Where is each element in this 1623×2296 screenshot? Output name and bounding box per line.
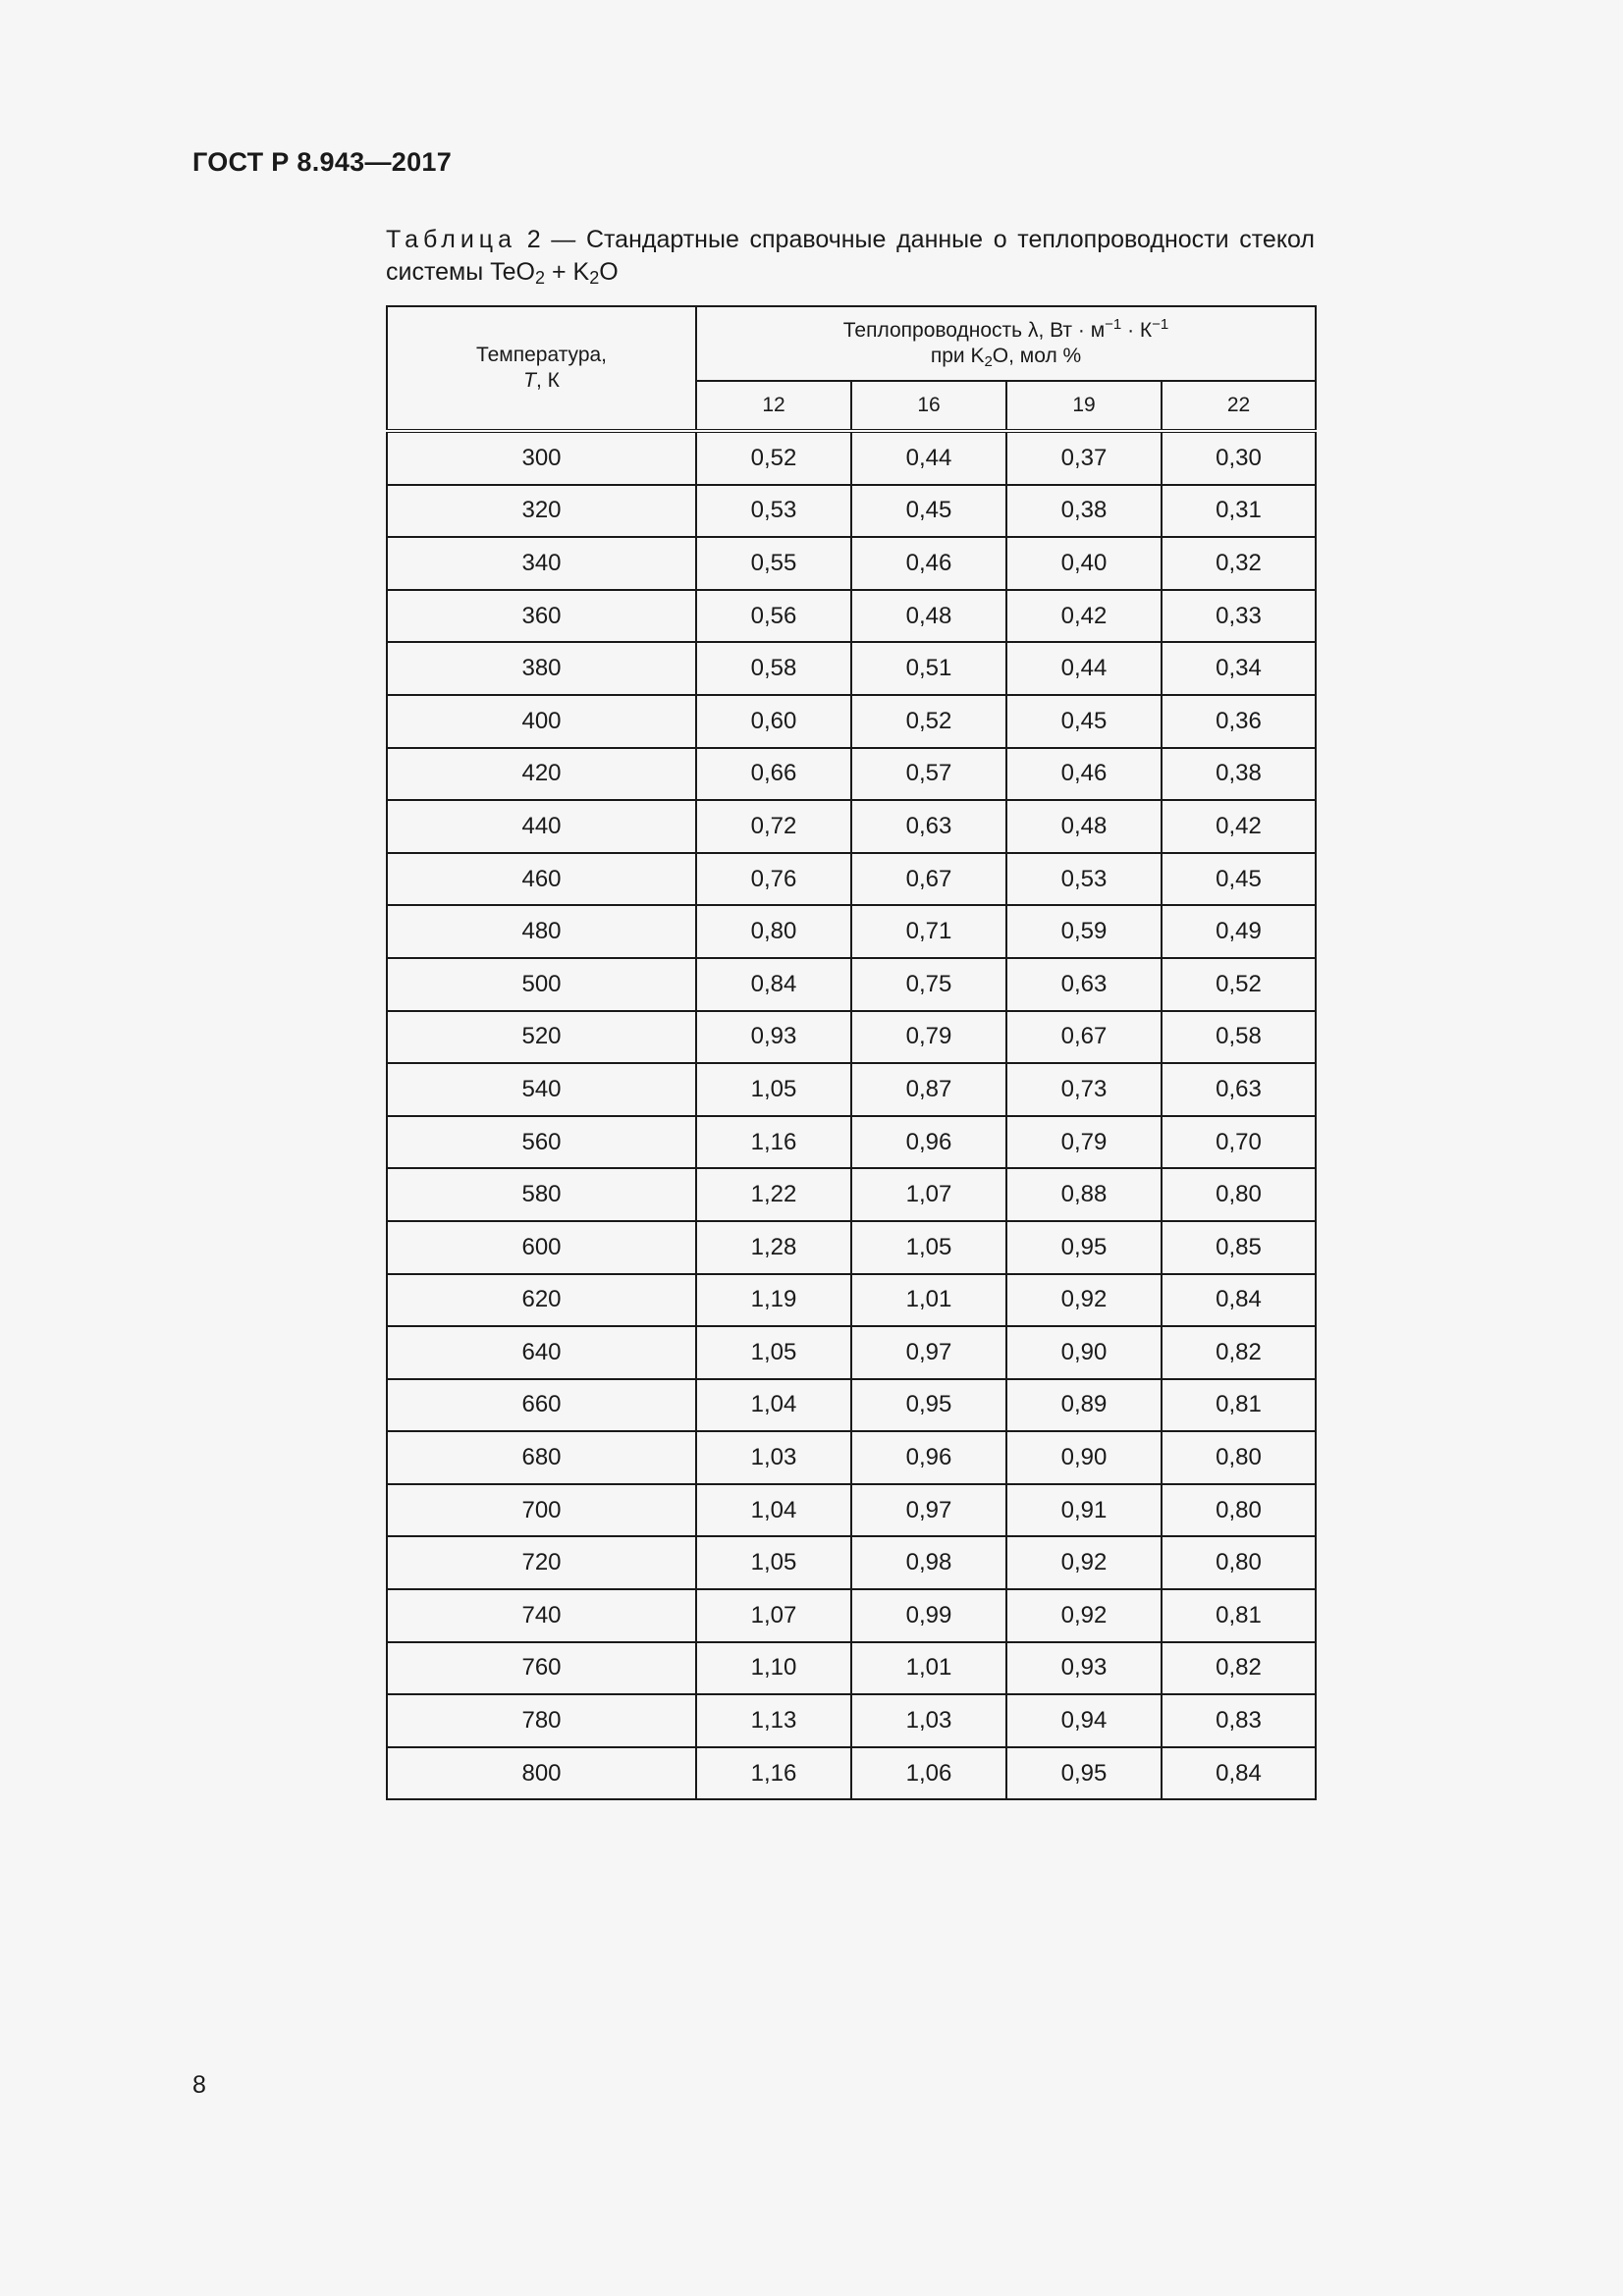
temperature-header-unit: , К — [535, 369, 560, 392]
table-row — [387, 1536, 1316, 1589]
conductivity-cell: 0,48 — [1006, 800, 1162, 853]
conductivity-cell: 1,05 — [696, 1326, 851, 1379]
conductivity-cell: 0,84 — [1162, 1274, 1316, 1327]
temperature-cell: 680 — [387, 1431, 696, 1484]
temperature-cell: 740 — [387, 1589, 696, 1642]
table-caption-plus: + K — [545, 258, 590, 286]
table-row — [387, 642, 1316, 695]
conductivity-header-sup-1: −1 — [1105, 316, 1122, 333]
table-row — [387, 1063, 1316, 1116]
table-row — [387, 1168, 1316, 1221]
conductivity-cell: 0,37 — [1006, 431, 1162, 485]
conductivity-cell: 0,82 — [1162, 1326, 1316, 1379]
conductivity-cell: 0,72 — [696, 800, 851, 853]
temperature-cell: 340 — [387, 537, 696, 590]
conductivity-cell: 0,89 — [1006, 1379, 1162, 1432]
temperature-cell: 760 — [387, 1642, 696, 1695]
conductivity-cell: 0,79 — [1006, 1116, 1162, 1169]
table-body — [387, 431, 1316, 1799]
table-row — [387, 1484, 1316, 1537]
conductivity-cell: 1,03 — [696, 1431, 851, 1484]
temperature-header — [387, 306, 696, 431]
conductivity-cell: 0,88 — [1006, 1168, 1162, 1221]
conductivity-cell: 0,96 — [851, 1431, 1006, 1484]
table-row — [387, 485, 1316, 538]
conductivity-cell: 0,90 — [1006, 1326, 1162, 1379]
conductivity-cell: 0,42 — [1006, 590, 1162, 643]
conductivity-cell: 0,52 — [1162, 958, 1316, 1011]
table-row — [387, 800, 1316, 853]
temperature-cell: 380 — [387, 642, 696, 695]
table-row — [387, 748, 1316, 801]
conductivity-cell: 0,90 — [1006, 1431, 1162, 1484]
conductivity-cell: 0,81 — [1162, 1589, 1316, 1642]
table-row — [387, 590, 1316, 643]
temperature-cell: 520 — [387, 1011, 696, 1064]
conductivity-header-line2-end: O, мол % — [992, 345, 1082, 367]
conductivity-cell: 0,48 — [851, 590, 1006, 643]
temperature-cell: 460 — [387, 853, 696, 906]
temperature-cell: 300 — [387, 431, 696, 485]
conductivity-header-line2: при K — [930, 345, 985, 367]
conductivity-cell: 0,49 — [1162, 905, 1316, 958]
conductivity-cell: 0,80 — [1162, 1536, 1316, 1589]
conductivity-cell: 0,45 — [851, 485, 1006, 538]
conductivity-cell: 1,16 — [696, 1747, 851, 1800]
conductivity-cell: 1,05 — [696, 1063, 851, 1116]
conductivity-cell: 1,19 — [696, 1274, 851, 1327]
conductivity-cell: 1,07 — [696, 1589, 851, 1642]
table-row — [387, 1379, 1316, 1432]
conductivity-cell: 1,01 — [851, 1642, 1006, 1695]
conductivity-cell: 1,28 — [696, 1221, 851, 1274]
conductivity-cell: 0,53 — [696, 485, 851, 538]
conductivity-cell: 0,53 — [1006, 853, 1162, 906]
temperature-cell: 800 — [387, 1747, 696, 1800]
conductivity-cell: 0,60 — [696, 695, 851, 748]
table-caption-number: 2 — — [516, 226, 586, 253]
conductivity-cell: 0,96 — [851, 1116, 1006, 1169]
conductivity-cell: 0,46 — [1006, 748, 1162, 801]
conductivity-cell: 0,85 — [1162, 1221, 1316, 1274]
conductivity-cell: 0,55 — [696, 537, 851, 590]
conductivity-cell: 0,81 — [1162, 1379, 1316, 1432]
conductivity-cell: 0,44 — [851, 431, 1006, 485]
table-caption-sub-2: 2 — [589, 268, 600, 288]
conductivity-cell: 0,91 — [1006, 1484, 1162, 1537]
conductivity-cell: 0,80 — [1162, 1484, 1316, 1537]
conductivity-cell: 0,80 — [1162, 1168, 1316, 1221]
table-row — [387, 695, 1316, 748]
concentration-header: 22 — [1162, 381, 1316, 431]
conductivity-header — [696, 306, 1316, 381]
conductivity-cell: 0,52 — [696, 431, 851, 485]
conductivity-cell: 0,36 — [1162, 695, 1316, 748]
conductivity-table — [386, 305, 1317, 1800]
conductivity-cell: 0,93 — [1006, 1642, 1162, 1695]
conductivity-cell: 0,57 — [851, 748, 1006, 801]
document-code: ГОСТ Р 8.943—2017 — [192, 147, 453, 177]
concentration-header: 12 — [696, 381, 851, 431]
conductivity-cell: 1,05 — [851, 1221, 1006, 1274]
conductivity-cell: 0,63 — [851, 800, 1006, 853]
table-row — [387, 1694, 1316, 1747]
temperature-cell: 640 — [387, 1326, 696, 1379]
conductivity-cell: 1,05 — [696, 1536, 851, 1589]
conductivity-cell: 1,06 — [851, 1747, 1006, 1800]
table-row — [387, 1589, 1316, 1642]
conductivity-cell: 0,92 — [1006, 1274, 1162, 1327]
conductivity-cell: 0,83 — [1162, 1694, 1316, 1747]
conductivity-header-sup-2: −1 — [1152, 316, 1169, 333]
conductivity-cell: 0,70 — [1162, 1116, 1316, 1169]
conductivity-cell: 0,38 — [1006, 485, 1162, 538]
conductivity-cell: 0,34 — [1162, 642, 1316, 695]
conductivity-cell: 0,84 — [696, 958, 851, 1011]
conductivity-cell: 0,67 — [851, 853, 1006, 906]
table-row — [387, 1747, 1316, 1800]
conductivity-cell: 1,10 — [696, 1642, 851, 1695]
conductivity-cell: 0,75 — [851, 958, 1006, 1011]
conductivity-cell: 1,07 — [851, 1168, 1006, 1221]
conductivity-cell: 0,92 — [1006, 1536, 1162, 1589]
conductivity-cell: 0,82 — [1162, 1642, 1316, 1695]
conductivity-cell: 0,58 — [1162, 1011, 1316, 1064]
table-caption-sub-1: 2 — [535, 268, 546, 288]
conductivity-cell: 0,87 — [851, 1063, 1006, 1116]
conductivity-cell: 0,45 — [1162, 853, 1316, 906]
conductivity-cell: 0,56 — [696, 590, 851, 643]
conductivity-cell: 1,22 — [696, 1168, 851, 1221]
conductivity-cell: 0,95 — [1006, 1747, 1162, 1800]
conductivity-cell: 1,03 — [851, 1694, 1006, 1747]
conductivity-cell: 0,80 — [1162, 1431, 1316, 1484]
conductivity-cell: 0,93 — [696, 1011, 851, 1064]
table-caption-label: Таблица — [386, 226, 517, 253]
conductivity-cell: 1,01 — [851, 1274, 1006, 1327]
table-row — [387, 1326, 1316, 1379]
conductivity-cell: 0,73 — [1006, 1063, 1162, 1116]
conductivity-cell: 0,51 — [851, 642, 1006, 695]
table-row — [387, 1221, 1316, 1274]
conductivity-cell: 0,45 — [1006, 695, 1162, 748]
temperature-cell: 500 — [387, 958, 696, 1011]
conductivity-cell: 0,38 — [1162, 748, 1316, 801]
temperature-cell: 420 — [387, 748, 696, 801]
temperature-header-symbol: T — [523, 369, 536, 392]
table-row — [387, 1274, 1316, 1327]
conductivity-cell: 0,44 — [1006, 642, 1162, 695]
table-row — [387, 1642, 1316, 1695]
conductivity-cell: 0,32 — [1162, 537, 1316, 590]
conductivity-cell: 0,84 — [1162, 1747, 1316, 1800]
page-number: 8 — [192, 2071, 206, 2099]
temperature-cell: 700 — [387, 1484, 696, 1537]
conductivity-cell: 0,97 — [851, 1484, 1006, 1537]
conductivity-cell: 0,80 — [696, 905, 851, 958]
temperature-cell: 560 — [387, 1116, 696, 1169]
conductivity-cell: 1,13 — [696, 1694, 851, 1747]
conductivity-cell: 0,59 — [1006, 905, 1162, 958]
conductivity-cell: 0,42 — [1162, 800, 1316, 853]
conductivity-header-text-2: · К — [1121, 319, 1153, 342]
conductivity-cell: 0,52 — [851, 695, 1006, 748]
conductivity-cell: 0,66 — [696, 748, 851, 801]
conductivity-cell: 0,95 — [1006, 1221, 1162, 1274]
conductivity-cell: 1,04 — [696, 1484, 851, 1537]
conductivity-cell: 0,95 — [851, 1379, 1006, 1432]
conductivity-cell: 0,98 — [851, 1536, 1006, 1589]
conductivity-cell: 1,04 — [696, 1379, 851, 1432]
temperature-cell: 360 — [387, 590, 696, 643]
temperature-cell: 720 — [387, 1536, 696, 1589]
table-caption-end: O — [599, 258, 619, 286]
table-row — [387, 1011, 1316, 1064]
temperature-cell: 320 — [387, 485, 696, 538]
concentration-header: 16 — [851, 381, 1006, 431]
table-row — [387, 853, 1316, 906]
temperature-cell: 580 — [387, 1168, 696, 1221]
conductivity-cell: 0,63 — [1006, 958, 1162, 1011]
temperature-cell: 400 — [387, 695, 696, 748]
conductivity-header-text: Теплопроводность λ, Вт · м — [842, 319, 1106, 342]
conductivity-cell: 0,30 — [1162, 431, 1316, 485]
table-row — [387, 958, 1316, 1011]
temperature-cell: 780 — [387, 1694, 696, 1747]
conductivity-cell: 0,46 — [851, 537, 1006, 590]
conductivity-cell: 0,99 — [851, 1589, 1006, 1642]
temperature-cell: 440 — [387, 800, 696, 853]
table-caption — [386, 224, 1315, 289]
table-row — [387, 537, 1316, 590]
conductivity-cell: 1,16 — [696, 1116, 851, 1169]
conductivity-cell: 0,63 — [1162, 1063, 1316, 1116]
table-row — [387, 1431, 1316, 1484]
conductivity-cell: 0,76 — [696, 853, 851, 906]
temperature-cell: 540 — [387, 1063, 696, 1116]
conductivity-cell: 0,97 — [851, 1326, 1006, 1379]
conductivity-cell: 0,71 — [851, 905, 1006, 958]
conductivity-cell: 0,79 — [851, 1011, 1006, 1064]
conductivity-cell: 0,67 — [1006, 1011, 1162, 1064]
table-caption-text: Стандартные справочные данные о теплопроводности стекол системы TeO — [386, 226, 1315, 286]
conductivity-cell: 0,58 — [696, 642, 851, 695]
temperature-cell: 620 — [387, 1274, 696, 1327]
table-row — [387, 431, 1316, 485]
table-row — [387, 905, 1316, 958]
conductivity-cell: 0,31 — [1162, 485, 1316, 538]
conductivity-cell: 0,92 — [1006, 1589, 1162, 1642]
temperature-cell: 660 — [387, 1379, 696, 1432]
conductivity-cell: 0,40 — [1006, 537, 1162, 590]
conductivity-cell: 0,33 — [1162, 590, 1316, 643]
table-row — [387, 1116, 1316, 1169]
temperature-header-label: Температура, — [475, 344, 608, 366]
temperature-cell: 600 — [387, 1221, 696, 1274]
conductivity-header-sub: 2 — [984, 353, 993, 370]
concentration-header: 19 — [1006, 381, 1162, 431]
temperature-cell: 480 — [387, 905, 696, 958]
conductivity-cell: 0,94 — [1006, 1694, 1162, 1747]
